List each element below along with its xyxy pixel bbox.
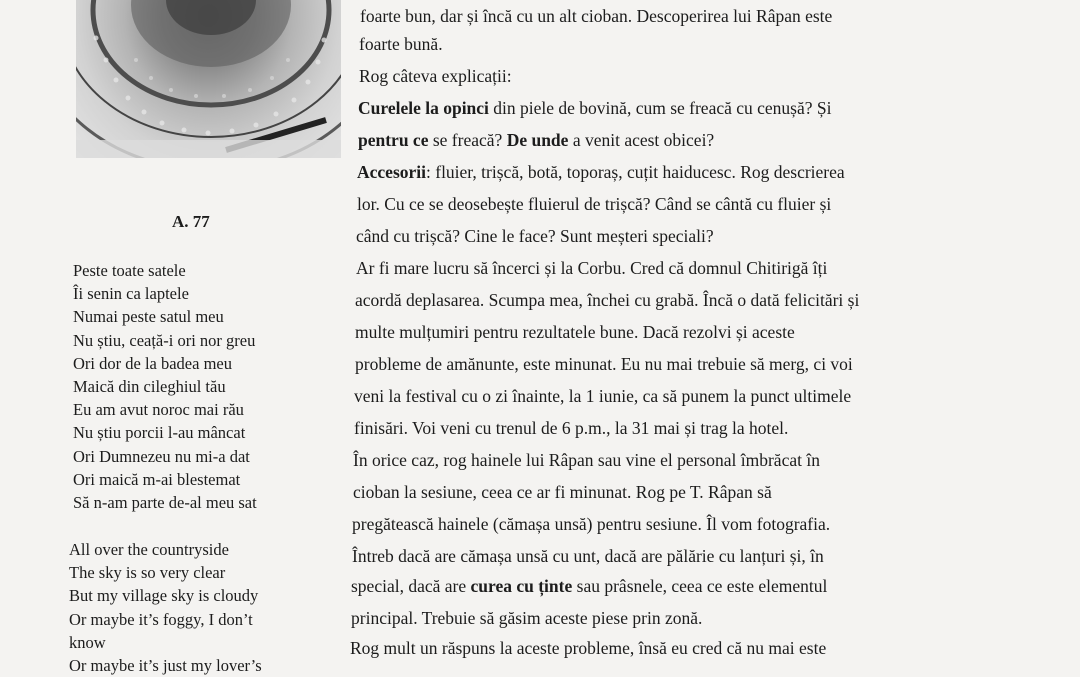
text-line: probleme de amănunte, este minunat. Eu nu mai trebuie să merg, ci voi: [355, 354, 853, 374]
bold-term: pentru ce: [358, 130, 429, 150]
text-line: când cu trișcă? Cine le face? Sunt meșteri speciali?: [356, 226, 714, 246]
text-line: Întreb dacă are cămașa unsă cu unt, dacă are pălărie cu lanțuri și, în: [352, 546, 824, 566]
poem-line: Numai peste satul meu: [73, 307, 224, 327]
text-line: acordă deplasarea. Scumpa mea, închei cu grabă. Încă o dată felicitări și: [355, 290, 860, 310]
poem-line: Ori maică m-ai blestemat: [73, 469, 241, 489]
poem-line: The sky is so very clear: [69, 563, 226, 583]
text-line: finisări. Voi veni cu trenul de 6 p.m., la 31 mai și trag la hotel.: [354, 418, 789, 438]
text-line: foarte bună.: [359, 34, 443, 54]
bold-term: Curelele la opinci: [358, 98, 489, 118]
poem-line: know: [69, 632, 106, 652]
text-line: lor. Cu ce se deosebește fluierul de trișcă? Când se cântă cu fluier și: [357, 194, 832, 214]
text-line: Rog câteva explicații:: [359, 66, 512, 86]
figure-caption: A. 77: [172, 212, 210, 231]
bold-term: De unde: [506, 130, 569, 150]
text-line: veni la festival cu o zi înainte, la 1 iunie, ca să punem la punct ultimele: [354, 386, 852, 406]
text-line: multe mulțumiri pentru rezultatele bune. Dacă rezolvi și aceste: [355, 322, 795, 342]
text-line: Rog mult un răspuns la aceste probleme, însă eu cred că nu mai este: [350, 638, 827, 658]
text-line: special, dacă are curea cu ținte sau prâsnele, ceea ce este elementul: [351, 576, 828, 596]
poem-line: Să n-am parte de-al meu sat: [73, 493, 257, 513]
text-line: cioban la sesiune, ceea ce ar fi minunat. Rog pe T. Râpan să: [353, 482, 772, 502]
english-poem: [69, 538, 314, 677]
text-line: Accesorii: fluier, trișcă, botă, toporaș, cuțit haiducesc. Rog descrierea: [357, 162, 845, 182]
text-line: În orice caz, rog hainele lui Râpan sau vine el personal îmbrăcat în: [353, 450, 820, 470]
text-line: Curelele la opinci din piele de bovină, cum se freacă cu cenușă? Și: [358, 98, 832, 118]
poem-line: Peste toate satele: [73, 261, 186, 280]
romanian-poem: [73, 259, 333, 514]
text-line: foarte bun, dar și încă cu un alt cioban. Descoperirea lui Râpan este: [360, 6, 833, 26]
poem-line: Or maybe it’s foggy, I don’t: [69, 609, 253, 629]
poem-line: Or maybe it’s just my lover’s: [69, 656, 262, 676]
text-line: pregătească hainele (cămașa unsă) pentru sesiune. Îl vom fotografia.: [352, 514, 831, 534]
poem-line: Ori Dumnezeu nu mi-a dat: [73, 446, 250, 466]
poem-line: Eu am avut noroc mai rău: [73, 400, 244, 420]
text-line: principal. Trebuie să găsim aceste piese prin zonă.: [351, 608, 703, 628]
poem-line: Ori dor de la badea meu: [73, 353, 232, 373]
poem-line: Îi senin ca laptele: [73, 284, 189, 304]
text-line: Ar fi mare lucru să încerci și la Corbu. Cred că domnul Chitirigă îți: [356, 258, 828, 278]
poem-line: Nu știu, ceață-i ori nor greu: [73, 330, 256, 350]
pottery-plate-photo: [76, 0, 341, 158]
bold-term: Accesorii: [357, 162, 426, 182]
text-line: pentru ce se freacă? De unde a venit acest obicei?: [358, 130, 715, 150]
poem-line: Maică din cileghiul tău: [73, 377, 226, 397]
poem-line: Nu știu porcii l-au mâncat: [73, 423, 246, 443]
poem-line: But my village sky is cloudy: [69, 586, 259, 606]
bold-term: curea cu ținte: [470, 576, 573, 596]
poem-line: All over the countryside: [69, 540, 229, 559]
decorated-plate-image: [76, 0, 341, 158]
